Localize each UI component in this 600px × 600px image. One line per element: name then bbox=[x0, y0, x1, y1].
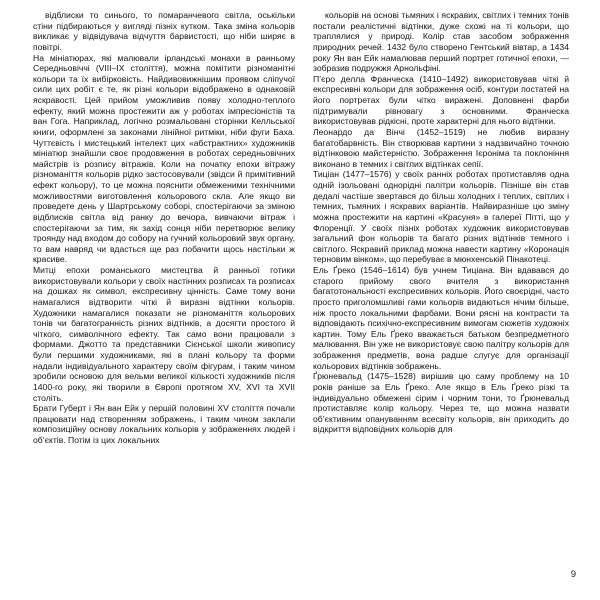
paragraph: Тиціан (1477–1576) у своїх ранніх роботах протиставляв одна одній ізольовані однорідні палітри кольорів. Пізніше він став дедалі частіше звертався до більш холодних і теплих, світлих і темних, тьмяних і яскравих варіантів. Найвиразніше цю зміну можна простежити на картині «Красуня» в галереї Пітті, що у Флоренції. У своїх пізніх роботах художник використовував загальний фон кольорів та багато різних відтінків темного і світлого. Яскравий приклад можна навести картину «Коронація терновим вінком», що перебуває в мюнхенській Пінакотеці. bbox=[313, 169, 569, 265]
paragraph: На мініатюрах, які малювали ірландські монахи в ранньому Середньовіччі (VIII–IX століття), можна помітити різноманітні кольори та їх вибірковість. Найдивовижнішим проявом сліпучої сили цих робіт є те, як різні кольори відображено в однаковій яскравості. Цей прийом уможливив появу холодно-теплого ефекту, який можна простежити аж у роботах імпресіоністів та ван Гога. Наприклад, логічно розмальовані сторінки Келльської книги, оформлені за законами лінійної ритміки, ніби фуги Баха. Чуттєвість і мистецький інтелект цих «абстрактних» художників мініатюр знайшли своє продовження в роботах середньовічних майстрів із розпису вітражів. Коли на початку епохи вітражу різноманіття кольорів рідко застосовували (звідси й примітивний ефект кольору), то це можна пояснити обмеженими технічними можливостями виготовлення кольорового скла. Але якщо ви проведете день у Шартрському соборі, спостерігаючи за зміною відблисків світла від ранку до вечора, вивчаючи вітраж і спостерігаючи за тим, як захід сонця ніби перетворює велику троянду над входом до собору на гучний кольоровий звук органу, то вам навряд чи вдасться ще раз побачити щось настільки ж красиве. bbox=[33, 52, 295, 265]
left-text-column bbox=[33, 10, 295, 575]
paragraph: Митці епохи романського мистецтва й ранньої готики використовували кольори у своїх настінних розписах та розписах на дошках як символ, експресивну цінність. Саме тому вони намагалися відтворити чіткі й виразні відтінки кольорів. Художники намагалися показати не різноманіття кольорових тонів чи багатогранність різних відтінків, а досягти простого й чіткого, символічного ефекту. Так само вони працювали з формами. Джотто та представники Сієнської школи живопису були першими художниками, які в плані кольору та форми надали індивідуального характеру своїм фігурам, і таким чином зробили основою для вельми великої кількості художників після 1400-го року, які творили в Європі протягом XV, XVI та XVII століть. bbox=[33, 265, 295, 403]
right-text-column bbox=[313, 10, 569, 575]
paragraph: Брати Губерт і Ян ван Ейк у першій половині XV століття почали працювати над створенням зображень, і таким чином заклали композиційну основу локальних кольорів у зображеннях людей і об’єктів. Потім із цих локальних bbox=[33, 403, 295, 445]
paragraph: Леонардо да Вінчі (1452–1519) не любив виразну багатобарвність. Він створював картини з надзвичайно точною відтінковою майстерністю. Зображення Ієроніма та поклоніння виконано в темних і світлих відтінках сепії. bbox=[313, 126, 569, 169]
paragraph: відблиски то синього, то помаранчевого світла, оськільки стіни підбираються у вигляді пізніх кутком. Така зміна кольорів викликає у відвідувача відчуття барвистості, що ніби ширяє в повітрі. bbox=[33, 10, 295, 52]
page-number: 9 bbox=[570, 569, 576, 580]
paragraph: Ель Ґреко (1546–1614) був учнем Тиціана. Він вдавався до старого прийому свого вчителя з використання багатотональності експресивних кольорів. Його своєрідні, часто просто приголомшливі гами кольорів видаються нічим більше, ніж просто локальними фарбами. Вони рясні на контрасти та відповідають психічно-експресивним вимогам сюжетів художніх картин. Тому Ель Ґреко вважається батьком безпредметного малювання. Він уже не використовує свою палітру кольорів для зображення предметів, вона радше слугує для організації кольорових відтінків зображень. bbox=[313, 265, 569, 371]
paragraph: кольорів на основі тьмяних і яскравих, світлих і темних тонів постали реалістичні відтінки, дуже схожі на ті кольори, що траплялися у природі. Колір став засобом зображення природних речей. 1432 було створено Гентський вівтар, а 1434 року Ян ван Ейк намалював перший портрет готичної епохи, — зобразив подружжя Арнольфіні. bbox=[313, 10, 569, 74]
paragraph: Ґрюневальд (1475–1528) вирішив цю саму проблему на 10 років раніше за Ель Ґреко. Але якщо в Ель Ґреко різкі та індивідуально обмежені сірим і чорним тони, то Ґрюневальд протиставляє колір кольору. Через те, що можна назвати об’єктивним опануванням всесвіту кольорів, він приходить до відкриття відповідних кольорів для bbox=[313, 371, 569, 435]
paragraph: П’єро делла Франческа (1410–1492) використовував чіткі й експресивні кольори для зображення осіб, контури постатей на його портретах були чітко виражені. Доповнені фарби підтримували рівновагу з основними. Франческа використовував рідкісні, проте характерні для нього відтінки. bbox=[313, 73, 569, 127]
